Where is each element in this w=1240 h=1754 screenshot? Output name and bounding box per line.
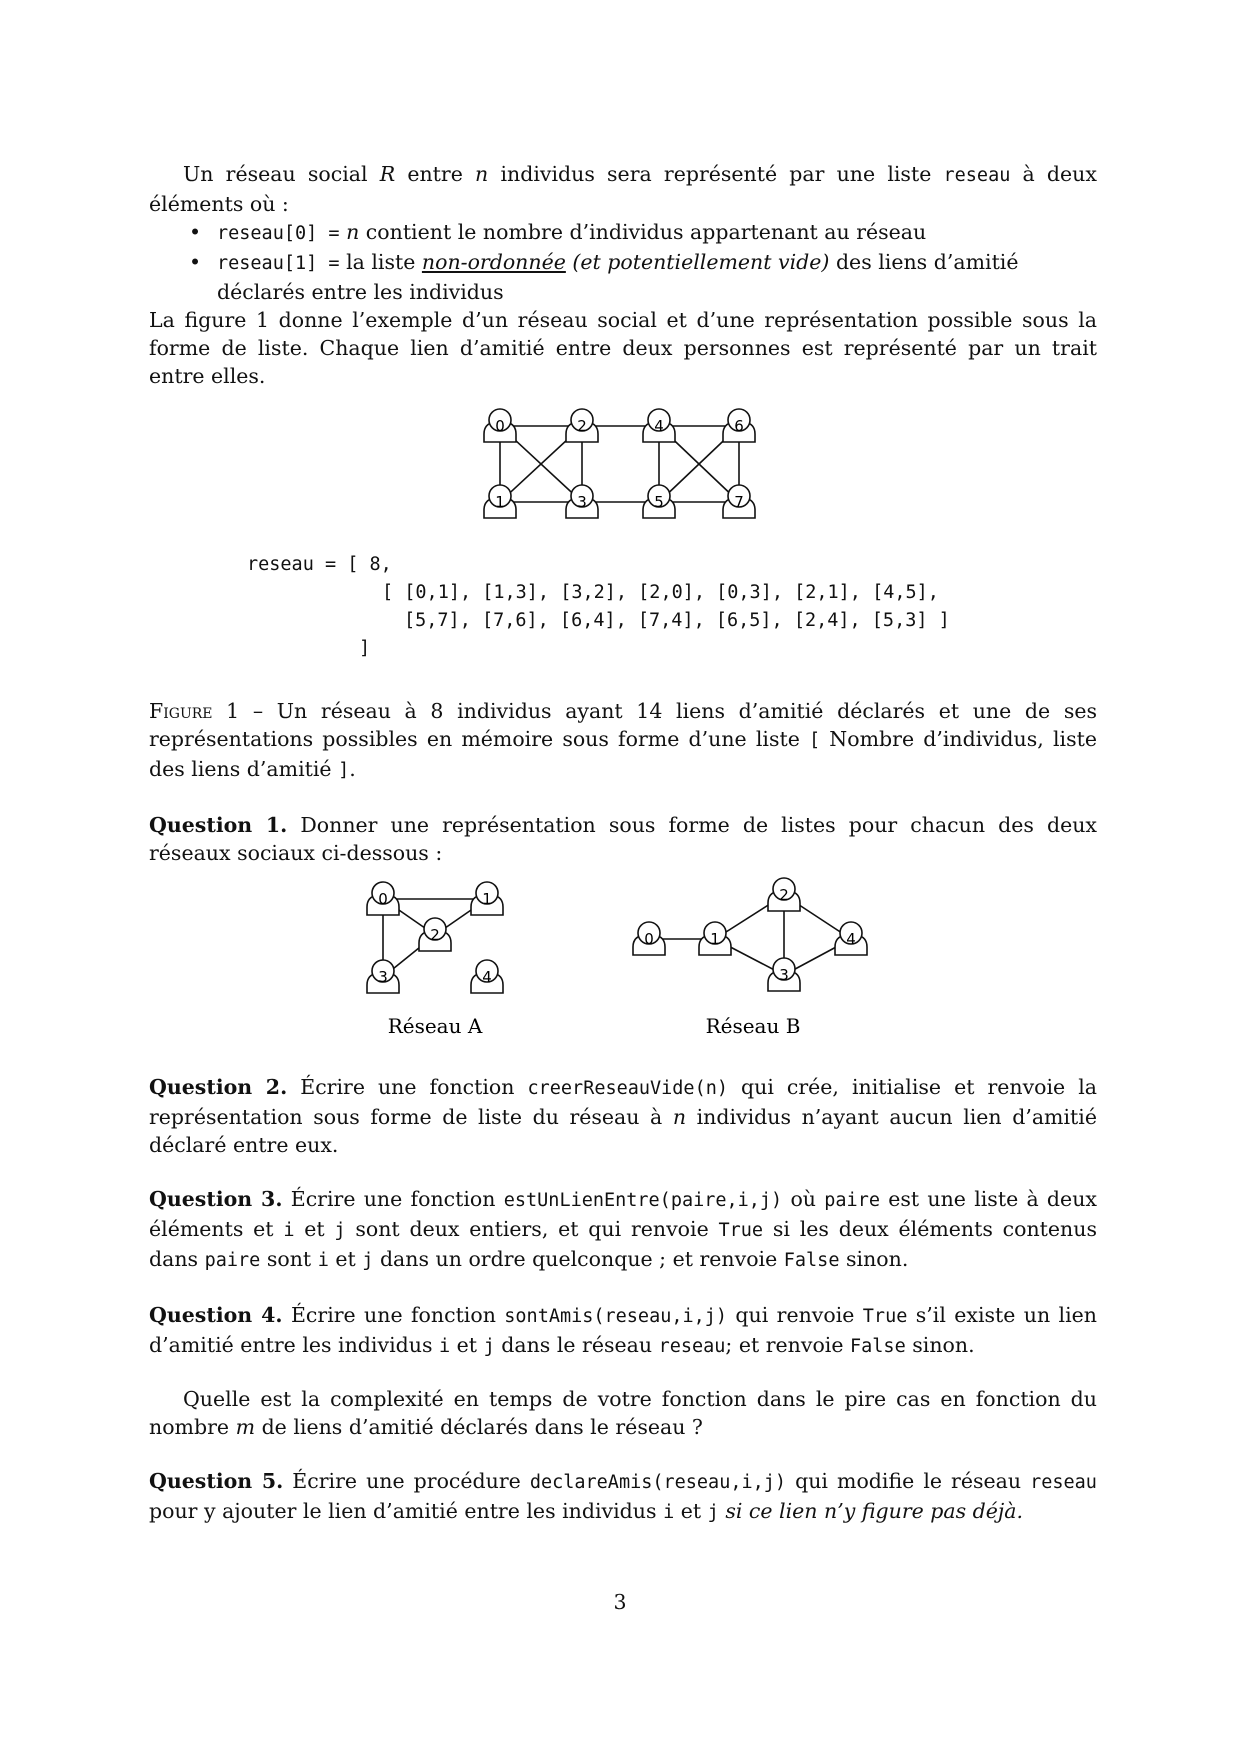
graph-node [723, 409, 755, 442]
svg-text:3: 3 [779, 966, 789, 984]
svg-text:1: 1 [710, 930, 720, 948]
figure-caption: Figure 1 – Un réseau à 8 individus ayant 14 liens d’amitié déclarés et une de ses représentations possibles en mémoire sous forme d’une liste [ Nombre d’individus, liste des liens d’amitié ]. [149, 699, 1097, 781]
list-item: • reseau[1] = la liste non-ordonnée (et potentiellement vide) des liens d’amitié déclarés entre les individus [217, 248, 1097, 306]
graph-a [367, 882, 503, 1038]
graph-node [367, 960, 399, 993]
svg-text:0: 0 [378, 890, 388, 908]
graph-node [835, 922, 867, 955]
graph-node [768, 878, 800, 911]
graph-node [643, 485, 675, 518]
graph-node [566, 485, 598, 518]
svg-text:7: 7 [734, 493, 744, 511]
page-number: 3 [613, 1590, 627, 1614]
graph-b [633, 878, 867, 1038]
question-4-followup: Quelle est la complexité en temps de votre fonction dans le pire cas en fonction du nombre m de liens d’amitié déclarés dans le réseau ? [149, 1387, 1097, 1439]
question-2: Question 2. Écrire une fonction creerReseauVide(n) qui crée, initialise et renvoie la représentation sous forme de liste du réseau à n individus n’ayant aucun lien d’amitié déclaré entre eux. [149, 1075, 1097, 1157]
svg-text:6: 6 [734, 417, 744, 435]
svg-text:2: 2 [430, 926, 440, 944]
graph-node [471, 960, 503, 993]
graph-node [566, 409, 598, 442]
graph-node [484, 409, 516, 442]
main-network-graph [149, 402, 1097, 527]
graph-node [633, 922, 665, 955]
svg-text:0: 0 [495, 417, 505, 435]
intro-paragraph: Un réseau social R entre n individus sera représenté par une liste reseau à deux éléments où : [149, 162, 1097, 216]
svg-text:4: 4 [482, 968, 492, 986]
question-5: Question 5. Écrire une procédure declareAmis(reseau,i,j) qui modifie le réseau reseau pour y ajouter le lien d’amitié entre les individus i et j si ce lien n’y figure pas déjà. [149, 1469, 1097, 1523]
graph-node [723, 485, 755, 518]
graph-node [768, 958, 800, 991]
code-block: reseau = [ 8, [ [0,1], [1,3], [3,2], [2,0], [0,3], [2,1], [4,5], [5,7], [7,6], [6,4], [7,4], [6,5], [2,4], [5,3] ] ] [247, 554, 950, 659]
graph-node [484, 485, 516, 518]
question-3: Question 3. Écrire une fonction estUnLienEntre(paire,i,j) où paire est une liste à deux éléments et i et j sont deux entiers, et qui renvoie True si les deux éléments contenus dans paire sont i et j dans un ordre quelconque ; et renvoie False sinon. [149, 1187, 1097, 1271]
list-item: • reseau[0] = n contient le nombre d’individus appartenant au réseau [217, 218, 1097, 248]
graph-a-label: Réseau A [387, 1014, 483, 1038]
svg-text:0: 0 [644, 930, 654, 948]
definition-list [149, 218, 1097, 306]
svg-text:1: 1 [495, 493, 505, 511]
graph-node [367, 882, 399, 915]
svg-text:4: 4 [654, 417, 664, 435]
page-content [149, 160, 1097, 1527]
graph-node [699, 922, 731, 955]
question-1: Question 1. Donner une représentation sous forme de listes pour chacun des deux réseaux sociaux ci-dessous : [149, 813, 1097, 865]
graph-node [643, 409, 675, 442]
graph-node [471, 882, 503, 915]
graph-b-label: Réseau B [705, 1014, 801, 1038]
svg-text:4: 4 [846, 930, 856, 948]
svg-text:5: 5 [654, 493, 664, 511]
graph-node [419, 918, 451, 951]
svg-text:2: 2 [779, 886, 789, 904]
svg-text:2: 2 [577, 417, 587, 435]
subgraphs-figure [149, 873, 1097, 1043]
question-4: Question 4. Écrire une fonction sontAmis(reseau,i,j) qui renvoie True s’il existe un lien d’amitié entre les individus i et j dans le réseau reseau; et renvoie False sinon. [149, 1303, 1097, 1357]
svg-text:3: 3 [577, 493, 587, 511]
figure-intro: La figure 1 donne l’exemple d’un réseau social et d’une représentation possible sous la forme de liste. Chaque lien d’amitié entre deux personnes est représenté par un trait entre elles. [149, 308, 1097, 388]
svg-text:3: 3 [378, 968, 388, 986]
svg-text:1: 1 [482, 890, 492, 908]
